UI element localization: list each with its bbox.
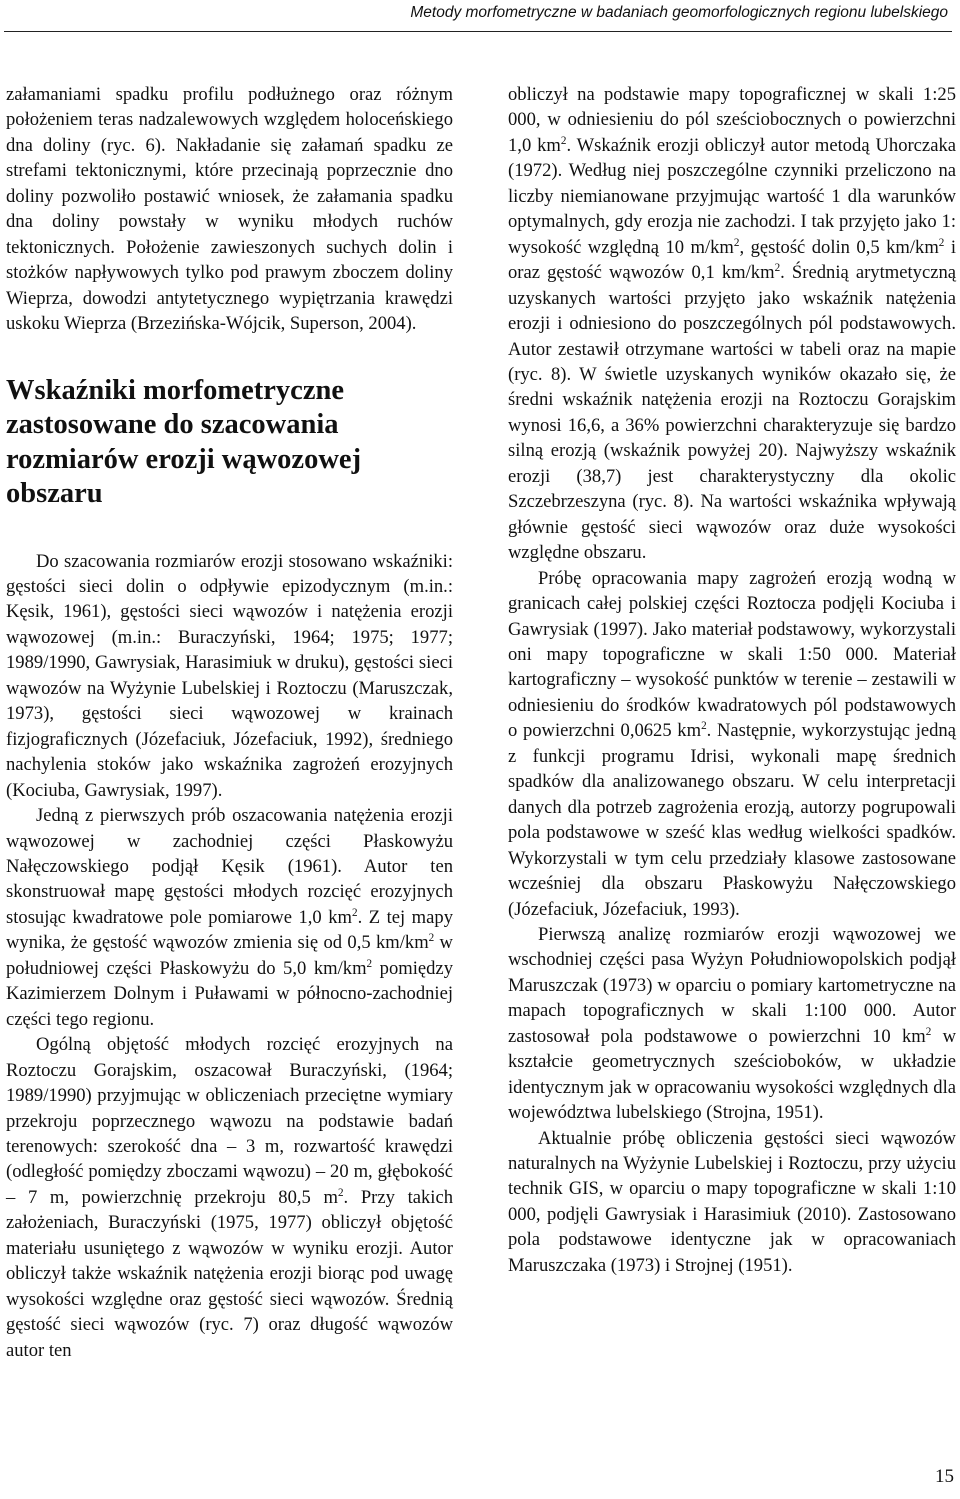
paragraph xyxy=(508,566,956,922)
header-rule xyxy=(4,31,952,32)
text-run: . Następnie, wykorzystując jedną z funkcji programu Idrisi, wykonali mapę średnich spadków dla analizowanego obszaru. W celu interpretacji danych dla potrzeb zagrożenia erozją, autorzy pogrupowali pola podstawowe w sześć klas według wielkości spadków. Wykorzystali w tym celu przedziały klasowe zastosowane wcześniej dla obszaru Płaskowyżu Nałęczowskiego (Józefaciuk, Józefaciuk, 1993). xyxy=(508,720,956,920)
section-heading: Wskaźniki morfometryczne zastosowane do szacowania rozmiarów erozji wąwozowej obszaru xyxy=(6,374,362,510)
text-run: i oraz gęstość wąwozów 0,1 km/km xyxy=(508,236,956,284)
text-run: , gęstość dolin 0,5 km/km xyxy=(739,236,939,258)
text-run: w kształcie geometrycznych sześcioboków, w układzie identycznym jak w opracowaniu wysokości względnych dla województwa lubelskiego (Strojna, 1951). xyxy=(508,1025,956,1124)
paragraph xyxy=(508,922,956,1126)
paragraph xyxy=(6,1032,453,1363)
text-run: Próbę opracowania mapy zagrożeń erozją wodną w granicach całej polskiej części Roztocza podjęli Kociuba i Gawrysiak (1997). Jako materiał podstawowy, wykorzystali oni mapy topograficzne w skali 1:50 000. Materiał kartograficzny – wysokość punktów w terenie – zestawili w odniesieniu do środków kwadratowych pól podstawowych o powierzchni 0,0625 km xyxy=(508,567,956,742)
superscript: 2 xyxy=(925,1025,932,1038)
text-run: obliczył na podstawie mapy topograficznej w skali 1:25 000, w odniesieniu do pól sześciobocznych o powierzchni 1,0 km xyxy=(508,84,956,156)
paragraph xyxy=(6,803,453,1032)
paragraph xyxy=(508,82,956,566)
paragraph: załamaniami spadku profilu podłużnego oraz różnym położeniem teras nadzalewowych względem holoceńskiego dna doliny (ryc. 6). Nakładanie się załamań spadku ze strefami tektonicznymi, które przecinają poprzecznie dno doliny pozwoliło postawić wniosek, że załamania spadku dna doliny powstały w wyniku młodych ruchów tektonicznych. Położenie zawieszonych suchych dolin i stożków napływowych tylko pod prawym zboczem doliny Wieprza, dowodzi antytetycznego wypiętrzania krawędzi uskoku Wieprza (Brzezińska-Wójcik, Superson, 2004). xyxy=(6,84,453,335)
right-column xyxy=(508,82,956,1278)
superscript: 2 xyxy=(560,134,567,147)
text-run: . Średnią arytmetyczną uzyskanych wartości przyjęto jako wskaźnik natężenia erozji i odniesiono do poszczególnych pól podstawowych. Autor zestawił otrzymane wartości w tabeli oraz na mapie (ryc. 8). W świetle uzyskanych wyników okazało się, że średni wskaźnik natężenia erozji na Roztoczu Gorajskim wynosi 16,6, a 36% powierzchni charakteryzuje się bardzo silną erozją (wskaźnik powyżej 20). Najwyższy wskaźnik erozji (38,7) jest charakterystyczny dla okolic Szczebrzeszyna (ryc. 8). Na wartości wskaźnika wpływają głównie gęstość sieci wąwozów oraz duże wysokości względne obszaru. xyxy=(508,262,957,564)
text-run: w południowej części Płaskowyżu do 5,0 km/km xyxy=(6,932,453,979)
running-header: Metody morfometryczne w badaniach geomorfologicznych regionu lubelskiego xyxy=(410,4,948,21)
left-column xyxy=(6,82,453,1363)
superscript: 2 xyxy=(337,1186,344,1199)
text-run: Pierwszą analizę rozmiarów erozji wąwozowej we wschodniej części pasa Wyżyn Południowopolskich podjął Maruszczak (1973) w oparciu o pomiary kartometryczne na mapach topograficznych w skali 1:100 000. Autor zastosował pola podstawowe o powierzchni 10 km xyxy=(508,923,956,1047)
text-run: . Przy takich założeniach, Buraczyński (1975, 1977) obliczył objętość materiału usuniętego z wąwozów w wyniku erozji. Autor obliczył także wskaźnik natężenia erozji biorąc pod uwagę wysokości względne oraz gęstość sieci wąwozów. Średnią gęstość sieci wąwozów (ryc. 7) oraz długość wąwozów autor ten xyxy=(6,1186,453,1361)
text-run: Jedną z pierwszych prób oszacowania natężenia erozji wąwozowej w zachodniej części Płaskowyżu Nałęczowskiego podjął Kęsik (1961). Autor ten skonstruował mapę gęstości młodych rozcięć erozyjnych stosując kwadratowe pole pomiarowe 1,0 km xyxy=(6,805,453,928)
superscript: 2 xyxy=(428,932,435,945)
paragraph: Aktualnie próbę obliczenia gęstości sieci wąwozów naturalnych na Wyżynie Lubelskiej i Roztoczu, przy użyciu technik GIS, w oparciu o mapy topograficzne w skali 1:10 000, podjęli Gawrysiak i Harasimiuk (2010). Zastosowano pola podstawowe identyczne jak w opracowaniach Maruszczaka (1973) i Strojnej (1951). xyxy=(508,1127,956,1276)
paragraph: Do szacowania rozmiarów erozji stosowano wskaźniki: gęstości sieci dolin o odpływie epizodycznym (m.in.: Kęsik, 1961), gęstości sieci wąwozów i natężenia erozji wąwozowej (m.in.: Buraczyński, 1964; 1975; 1977; 1989/1990, Gawrysiak, Harasimiuk w druku), gęstości sieci wąwozów na Wyżynie Lubelskiej i Roztoczu (Maruszczak, 1973), gęstości sieci wąwozowej w krainach fizjograficznych (Józefaciuk, Józefaciuk, 1992), średniego nachylenia stoków jako wskaźnika zagrożeń erozyjnych (Kociuba, Gawrysiak, 1997). xyxy=(6,550,453,801)
page-number: 15 xyxy=(935,1466,954,1487)
text-run: Ogólną objętość młodych rozcięć erozyjnych na Roztoczu Gorajskim, oszacował Buraczyński, (1964; 1989/1990) przyjmując w obliczeniach przeciętne wymiary przekroju poprzecznego wąwozu na podstawie badań terenowych: szerokość dna – 3 m, rozwartość krawędzi (odległość pomiędzy zboczami wąwozu) – 20 m, głębokość – 7 m, powierzchnię przekroju 80,5 m xyxy=(6,1034,453,1208)
superscript: 2 xyxy=(351,906,358,919)
superscript: 2 xyxy=(733,236,740,249)
superscript: 2 xyxy=(774,261,781,274)
superscript: 2 xyxy=(366,957,373,970)
text-run: . Wskaźnik erozji obliczył autor metodą Uhorczaka (1972). Według niej poszczególne czynniki przeliczono na liczby niemianowane przyjmując wartość 1 dla warunków optymalnych, gdy erozja nie zachodzi. I tak przyjęto jako 1: wysokość względną 10 m/km xyxy=(508,134,956,258)
text-run: . Z tej mapy wynika, że gęstość wąwozów zmienia się od 0,5 km/km xyxy=(6,906,453,954)
superscript: 2 xyxy=(701,720,707,733)
superscript: 2 xyxy=(938,236,945,249)
text-run: pomiędzy Kazimierzem Dolnym i Puławami w północno-zachodniej części tego regionu. xyxy=(6,957,453,1030)
